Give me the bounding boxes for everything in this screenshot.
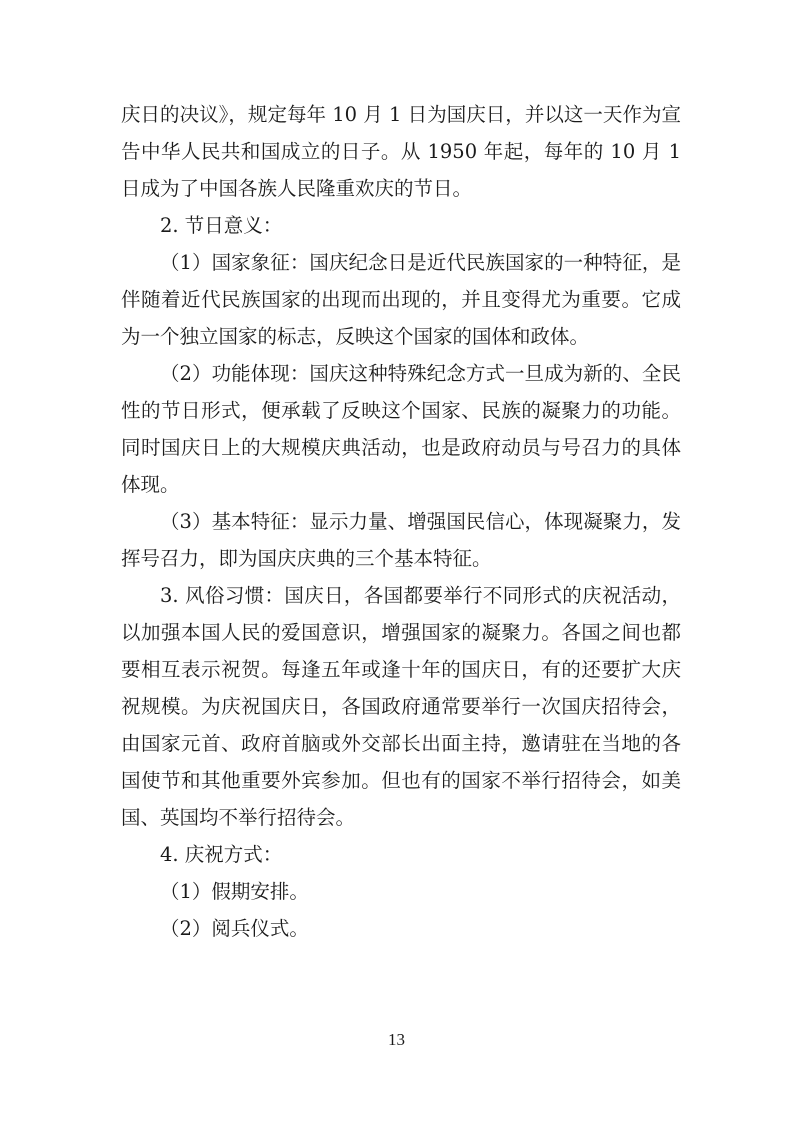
paragraph-function: （2）功能体现：国庆这种特殊纪念方式一旦成为新的、全民性的节日形式，便承载了反映这个国家、民族的凝聚力的功能。同时国庆日上的大规模庆典活动，也是政府动员与号召力的具体体现。 — [121, 362, 681, 496]
heading-celebration-methods: 4. 庆祝方式： — [160, 843, 283, 866]
paragraph-basic-features: （3）基本特征：显示力量、增强国民信心，体现凝聚力，发挥号召力，即为国庆庆典的三个基本特征。 — [121, 510, 681, 570]
heading-holiday-significance: 2. 节日意义： — [160, 214, 283, 237]
list-item-holiday-arrangement: （1）假期安排。 — [160, 880, 309, 903]
paragraph-continuation: 庆日的决议》，规定每年 10 月 1 日为国庆日，并以这一天作为宣告中华人民共和国成立的日子。从 1950 年起，每年的 10 月 1 日成为了中国各族人民隆重欢庆的节日。 — [121, 103, 681, 200]
paragraph-customs: 3. 风俗习惯：国庆日，各国都要举行不同形式的庆祝活动，以加强本国人民的爱国意识，增强国家的凝聚力。各国之间也都要相互表示祝贺。每逢五年或逢十年的国庆日，有的还要扩大庆祝规模。为庆祝国庆日，各国政府通常要举行一次国庆招待会，由国家元首、政府首脑或外交部长出面主持，邀请驻在当地的各国使节和其他重要外宾参加。但也有的国家不举行招待会，如美国、英国均不举行招待会。 — [121, 584, 681, 829]
list-item-military-parade: （2）阅兵仪式。 — [160, 917, 309, 940]
document-body — [121, 96, 681, 947]
page-number: 13 — [388, 1030, 405, 1049]
paragraph-national-symbol: （1）国家象征：国庆纪念日是近代民族国家的一种特征，是伴随着近代民族国家的出现而出现的，并且变得尤为重要。它成为一个独立国家的标志，反映这个国家的国体和政体。 — [121, 251, 681, 348]
